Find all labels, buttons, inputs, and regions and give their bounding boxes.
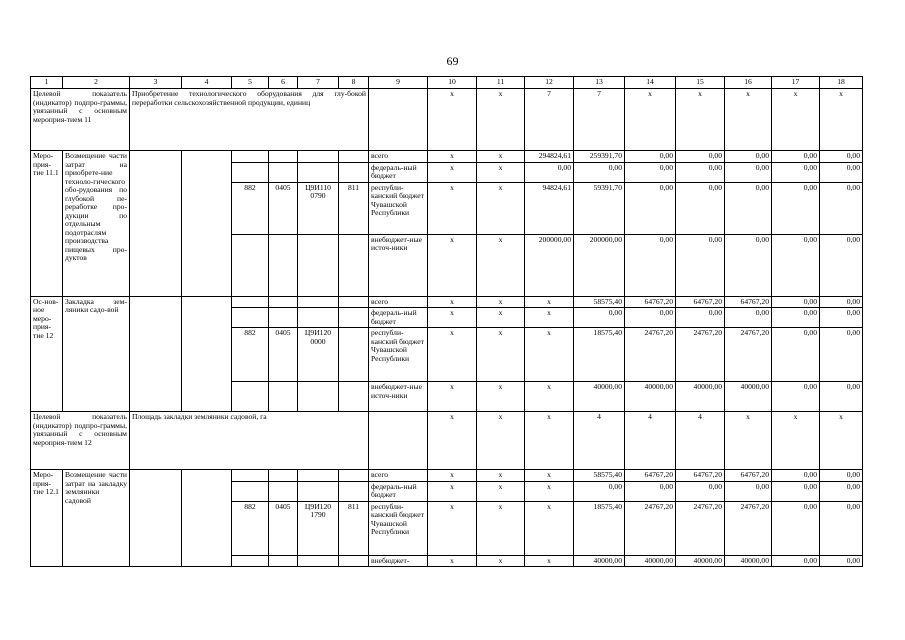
value-cell: 0,00 [820,555,863,567]
code-grbs: 882 [232,328,269,382]
value-cell: x [525,481,574,501]
value-cell: 0,00 [725,308,772,328]
value-cell: 0,00 [820,481,863,501]
value-cell: x [428,182,477,234]
value-cell: 18575,40 [574,501,625,555]
value-cell: x [525,555,574,567]
code-cell [298,162,339,182]
column-number: 13 [574,77,625,89]
column-number: 14 [625,77,676,89]
value-cell: x [625,89,676,151]
value-cell: 94824,61 [525,182,574,234]
funding-source: федераль-ный бюджет [369,162,428,182]
code-cell [269,308,298,328]
value-cell: 59391,70 [574,182,625,234]
code-cell [339,470,369,482]
value-cell: x [428,296,477,308]
value-cell: x [525,501,574,555]
value-cell: 0,00 [676,182,725,234]
value-cell: 0,00 [574,481,625,501]
value-cell: 0,00 [820,328,863,382]
code-cell [269,162,298,182]
value-cell: 0,00 [625,151,676,163]
value-cell: x [477,162,525,182]
value-cell: 0,00 [820,308,863,328]
funding-source: республи-канский бюджет Чувашской Республики [369,501,428,555]
value-cell: x [525,308,574,328]
column-number: 10 [428,77,477,89]
table-row [31,470,863,482]
code-cell [339,296,369,308]
code-cell [339,555,369,567]
value-cell: 0,00 [676,481,725,501]
code-cell [269,382,298,412]
code-cell [232,151,269,163]
value-cell: x [525,470,574,482]
empty-cell [130,470,182,567]
code-cell [339,151,369,163]
value-cell: 0,00 [772,501,820,555]
value-cell: x [676,89,725,151]
funding-source: федераль-ный бюджет [369,308,428,328]
value-cell: 0,00 [772,162,820,182]
code-cell [298,470,339,482]
source-cell [369,412,428,470]
value-cell: x [477,308,525,328]
funding-source: всего [369,151,428,163]
value-cell: 294824,61 [525,151,574,163]
value-cell: 24767,20 [725,501,772,555]
value-cell: 40000,00 [625,555,676,567]
code-cell [269,470,298,482]
value-cell: 0,00 [625,481,676,501]
code-csr: Ц9И110 0790 [298,182,339,234]
code-rzpr: 0405 [269,328,298,382]
value-cell: 0,00 [676,151,725,163]
value-cell: x [428,470,477,482]
value-cell: x [525,296,574,308]
code-cell [232,555,269,567]
code-cell [232,470,269,482]
code-cell [298,382,339,412]
code-cell [232,234,269,296]
code-cell [269,151,298,163]
value-cell: x [725,412,772,470]
code-csr: Ц9И120 1790 [298,501,339,555]
code-cell [269,296,298,308]
budget-table [30,76,863,567]
value-cell: 0,00 [820,162,863,182]
value-cell: 7 [574,89,625,151]
value-cell: x [477,328,525,382]
value-cell: 40000,00 [574,555,625,567]
funding-source: внебюджет-ные источ-ники [369,234,428,296]
indicator-label: Целевой показатель (индикатор) подпро-граммы, увязанный с основным мероприя-тием 12 [31,412,130,470]
indicator-label: Целевой показатель (индикатор) подпро-граммы, увязанный с основным мероприя-тием 11 [31,89,130,151]
column-number: 12 [525,77,574,89]
value-cell: 0,00 [772,151,820,163]
code-cell [339,162,369,182]
column-number: 15 [676,77,725,89]
value-cell: x [477,89,525,151]
value-cell: 0,00 [725,234,772,296]
indicator-text: Приобретение технологического оборудования для глу-бокой переработки сельскохозяйственной продукции, единиц [130,89,369,151]
value-cell: 4 [676,412,725,470]
value-cell: 0,00 [820,234,863,296]
column-number: 11 [477,77,525,89]
table-row [31,296,863,308]
code-grbs: 882 [232,182,269,234]
value-cell: 24767,20 [676,501,725,555]
value-cell: 0,00 [676,162,725,182]
column-number: 8 [339,77,369,89]
column-number: 4 [182,77,232,89]
column-number: 9 [369,77,428,89]
code-cell [339,308,369,328]
column-number: 16 [725,77,772,89]
value-cell: 64767,20 [625,470,676,482]
value-cell: 64767,20 [676,296,725,308]
value-cell: x [428,89,477,151]
value-cell: 0,00 [820,182,863,234]
value-cell: x [428,162,477,182]
value-cell: 24767,20 [676,328,725,382]
value-cell: x [428,555,477,567]
value-cell: 58575,40 [574,296,625,308]
code-cell [298,555,339,567]
value-cell: 0,00 [820,151,863,163]
measure-description: Возмещение части затрат на приобрете-ние техноло-гического обо-рудования по глубокой пе-реработке про-дукции по отдельным подотраслям производства пищевых про-дуктов [63,151,130,297]
code-vr [339,328,369,382]
funding-source: республи-канский бюджет Чувашской Республики [369,328,428,382]
value-cell: 0,00 [625,182,676,234]
value-cell: 0,00 [725,182,772,234]
value-cell: 24767,20 [725,328,772,382]
value-cell: x [428,234,477,296]
code-grbs: 882 [232,501,269,555]
value-cell: 0,00 [820,470,863,482]
measure-label: Ос-нов-ное меро-прия-тие 12 [31,296,63,412]
value-cell: 0,00 [676,308,725,328]
code-cell [339,234,369,296]
value-cell: 259391,70 [574,151,625,163]
value-cell: 0,00 [772,470,820,482]
value-cell: x [477,234,525,296]
column-number: 5 [232,77,269,89]
measure-label: Меро-прия-тие 12.1 [31,470,63,567]
table-body [31,77,863,567]
value-cell: 40000,00 [676,382,725,412]
table-row [31,151,863,163]
value-cell: 64767,20 [725,470,772,482]
value-cell: x [428,308,477,328]
value-cell: 200000,00 [574,234,625,296]
measure-description: Закладка зем-ляники садо-вой [63,296,130,412]
value-cell: 0,00 [820,296,863,308]
value-cell: x [525,382,574,412]
code-cell [298,234,339,296]
code-cell [269,234,298,296]
funding-source: внебюджет-ные источ-ники [369,382,428,412]
value-cell: 40000,00 [625,382,676,412]
value-cell: 0,00 [725,481,772,501]
value-cell: 40000,00 [725,555,772,567]
value-cell: x [428,328,477,382]
value-cell: x [477,296,525,308]
value-cell: x [477,412,525,470]
code-csr: Ц9И120 0000 [298,328,339,382]
value-cell: x [477,555,525,567]
code-cell [232,162,269,182]
value-cell: 58575,40 [574,470,625,482]
empty-cell [182,296,232,412]
value-cell: x [477,382,525,412]
value-cell: x [820,412,863,470]
indicator-row [31,412,863,470]
column-number: 17 [772,77,820,89]
value-cell: x [428,481,477,501]
value-cell: 7 [525,89,574,151]
code-cell [298,308,339,328]
value-cell: x [477,481,525,501]
value-cell: x [725,89,772,151]
code-cell [339,382,369,412]
empty-cell [182,151,232,297]
value-cell: x [772,412,820,470]
code-rzpr: 0405 [269,182,298,234]
code-cell [298,296,339,308]
value-cell: 0,00 [772,481,820,501]
code-cell [232,481,269,501]
value-cell: 0,00 [725,151,772,163]
funding-source: республи-канский бюджет Чувашской Республики [369,182,428,234]
value-cell: 18575,40 [574,328,625,382]
value-cell: x [477,151,525,163]
indicator-row [31,89,863,151]
value-cell: x [428,412,477,470]
value-cell: 0,00 [820,382,863,412]
empty-cell [182,470,232,567]
value-cell: 40000,00 [574,382,625,412]
indicator-text: Площадь закладки земляники садовой, га [130,412,369,470]
value-cell: 4 [574,412,625,470]
value-cell: 0,00 [725,162,772,182]
value-cell: 0,00 [772,182,820,234]
value-cell: 0,00 [772,328,820,382]
code-cell [269,555,298,567]
value-cell: x [477,501,525,555]
value-cell: x [525,328,574,382]
code-cell [269,481,298,501]
funding-source: внебюджет- [369,555,428,567]
value-cell: x [428,151,477,163]
value-cell: 64767,20 [625,296,676,308]
code-cell [298,481,339,501]
value-cell: 0,00 [772,234,820,296]
empty-cell [130,296,182,412]
value-cell: x [525,412,574,470]
column-number-row [31,77,863,89]
column-number: 2 [63,77,130,89]
code-vr: 811 [339,501,369,555]
value-cell: 0,00 [525,162,574,182]
funding-source: федераль-ный бюджет [369,481,428,501]
value-cell: x [428,382,477,412]
funding-source: всего [369,296,428,308]
value-cell: 64767,20 [725,296,772,308]
value-cell: 64767,20 [676,470,725,482]
code-cell [232,296,269,308]
value-cell: 0,00 [772,555,820,567]
value-cell: 0,00 [625,308,676,328]
value-cell: 0,00 [820,501,863,555]
value-cell: 0,00 [574,308,625,328]
column-number: 18 [820,77,863,89]
code-cell [339,481,369,501]
value-cell: x [428,501,477,555]
column-number: 3 [130,77,182,89]
value-cell: 200000,00 [525,234,574,296]
value-cell: 0,00 [772,382,820,412]
value-cell: 0,00 [625,162,676,182]
value-cell: 24767,20 [625,328,676,382]
value-cell: x [477,470,525,482]
value-cell: x [820,89,863,151]
value-cell: 0,00 [625,234,676,296]
value-cell: x [477,182,525,234]
code-cell [232,308,269,328]
value-cell: 40000,00 [725,382,772,412]
source-cell [369,89,428,151]
empty-cell [130,151,182,297]
code-cell [298,151,339,163]
column-number: 7 [298,77,339,89]
column-number: 6 [269,77,298,89]
measure-label: Меро-прия-тие 11.1 [31,151,63,297]
column-number: 1 [31,77,63,89]
value-cell: 24767,20 [625,501,676,555]
value-cell: 0,00 [772,296,820,308]
measure-description: Возмещение части затрат на закладку земляники садовой [63,470,130,567]
code-rzpr: 0405 [269,501,298,555]
code-vr: 811 [339,182,369,234]
code-cell [232,382,269,412]
funding-source: всего [369,470,428,482]
value-cell: 0,00 [772,308,820,328]
value-cell: 0,00 [676,234,725,296]
value-cell: 0,00 [574,162,625,182]
value-cell: 4 [625,412,676,470]
page-number: 69 [446,54,459,68]
value-cell: x [772,89,820,151]
value-cell: 40000,00 [676,555,725,567]
